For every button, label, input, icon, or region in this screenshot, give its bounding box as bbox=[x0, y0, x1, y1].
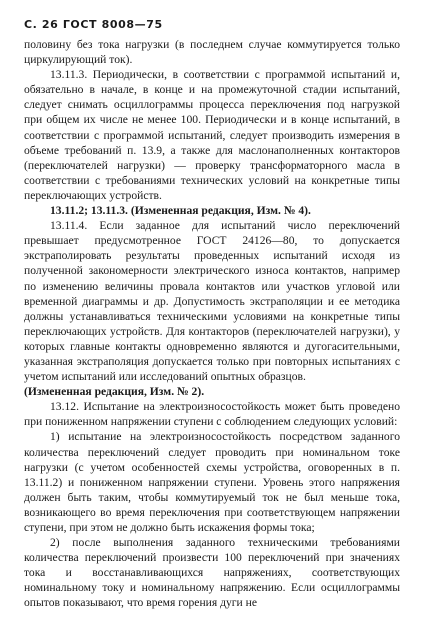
amendment-note-13-11-4: (Измененная редакция, Изм. № 2). bbox=[24, 385, 205, 399]
page-header: С. 26 ГОСТ 8008—75 bbox=[24, 18, 163, 31]
list-item-1: 1) испытание на электроизносостойкость посредством заданного количества переключений следует проводить при номинальном токе нагрузки (с учетом особенностей схемы устройства, оговоренных в п. 13.11.2) и пониженном напряжении ступени. Уровень этого напряжения должен быть таким, чтобы коммутируемый ток не был меньше тока, возникающего во время переключения при соответствующем напряжении ступени, при этом не должно быть искажения формы тока; bbox=[24, 430, 400, 534]
list-item-2: 2) после выполнения заданного техническими требованиями количества переключений произвести 100 переключений при значениях тока и восстанавливающихся напряжениях, соответствующих номинальному току и номинальному напряжению. Если осциллограммы опытов показывают, что время горения дуги не bbox=[24, 536, 400, 610]
paragraph-13-11-3: 13.11.3. Периодически, в соответствии с программой испытаний и, обязательно в начале, в конце и на промежуточной стадии испытаний, следует снимать осциллограммы процесса переключения под нагрузкой при общем их числе не менее 100. Периодически и в конце испытаний, в соответствии с программой испытаний, следует производить измерения в объеме требований п. 13.9, а также для маслонаполненных контакторов (переключателей нагрузки) — проверку трансформаторного масла в соответствии с требованиями технических условий на конкретные типы переключающих устройств. bbox=[24, 68, 400, 202]
text-body bbox=[24, 37, 400, 611]
paragraph-13-11-4: 13.11.4. Если заданное для испытаний число переключений превышает предусмотренное ГОСТ 24126—80, то допускается экстраполировать результаты проведенных испытаний исходя из полученной закономерности электрического износа контактов, например по изменению величины провала контактов или участков угловой или временной диаграммы и др. Допустимость экстраполяции и ее методика должны устанавливаться техническими условиями на конкретные типы переключающих устройств. Для контакторов (переключателей нагрузки), у которых главные контакты одновременно являются и дугогасительными, указанная экстраполяция допускается только при повторных испытаниях с учетом испытаний или исследований опытных образцов. bbox=[24, 219, 400, 384]
paragraph-continuation: половину без тока нагрузки (в последнем случае коммутируется только циркулирующий ток). bbox=[24, 38, 400, 67]
amendment-note-13-11-2-3: 13.11.2; 13.11.3. (Измененная редакция, Изм. № 4). bbox=[50, 204, 311, 218]
paragraph-13-12: 13.12. Испытание на электроизносостойкость может быть проведено при пониженном напряжении ступени с соблюдением следующих условий: bbox=[24, 400, 400, 429]
